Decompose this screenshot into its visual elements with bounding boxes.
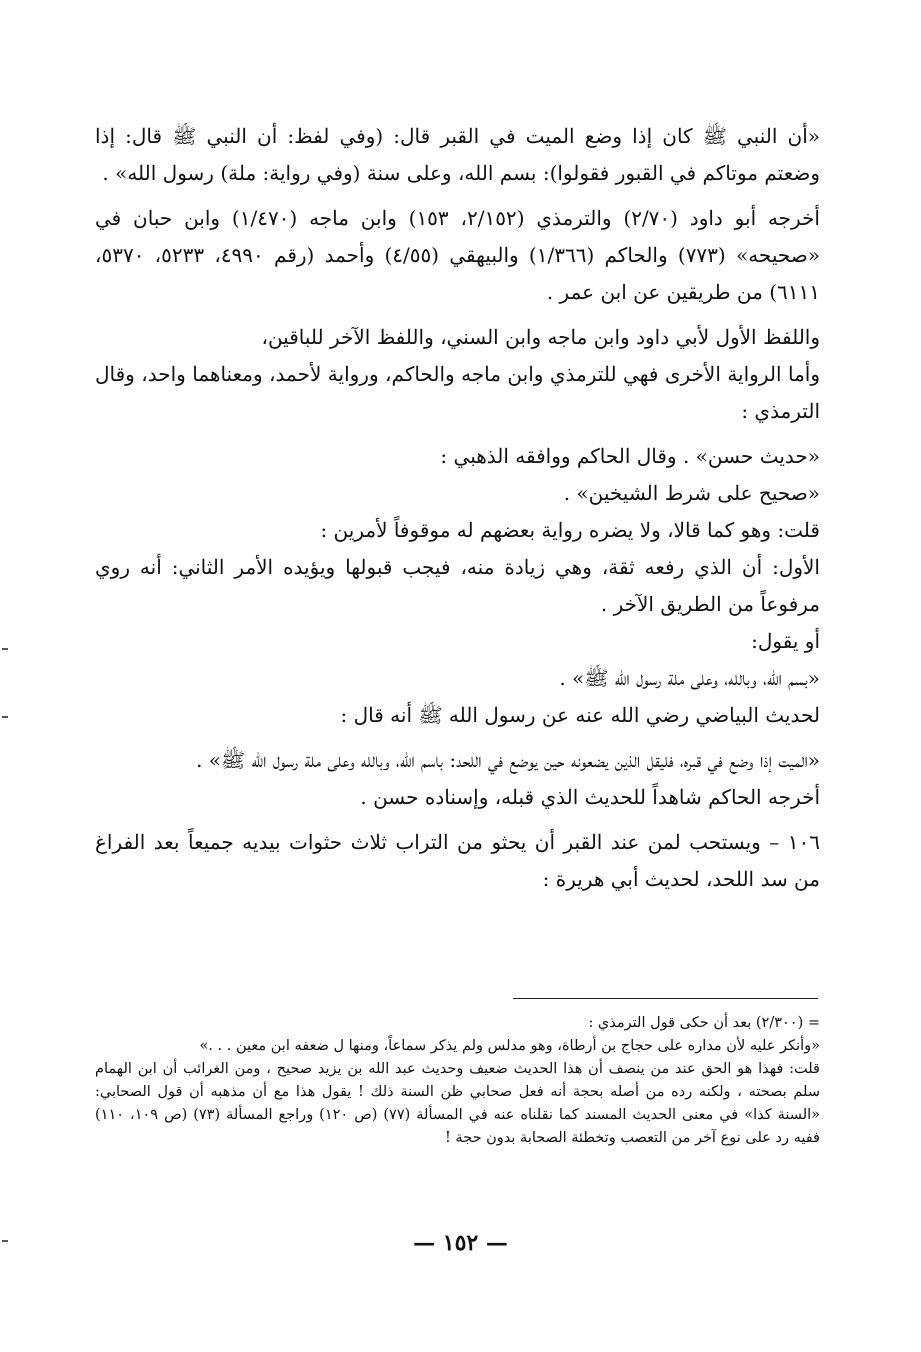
first-reason: الأول: أن الذي رفعه ثقة، وهي زيادة منه، فيجب قبولها ويؤيده الأمر الثاني: أنه روي مرفوعاً من الطريق الآخر .: [95, 555, 820, 616]
footnote-line: = (٢/٣٠٠) بعد أن حكى قول الترمذي :: [588, 1015, 820, 1031]
hakim-witness-note: أخرجه الحاكم شاهداً للحديث الذي قبله، وإسناده حسن .: [360, 785, 820, 809]
page-number: — ١٥٢ —: [413, 1230, 508, 1256]
hakim-grading: «صحيح على شرط الشيخين» .: [563, 481, 820, 505]
other-narration-note: وأما الرواية الأخرى فهي للترمذي وابن ماجه والحاكم، ورواية لأحمد، ومعناهما واحد، وقال الترمذي :: [95, 362, 820, 423]
footnotes: [95, 1012, 820, 1150]
footnote-line: قلت: فهذا هو الحق عند من ينصف أن هذا الحديث ضعيف وحديث عبد الله بن يزيد صحيح ، ومن الغرائب أن ابن الهمام سلم بصحته ، ولكنه رده من أصله بحجة أنه فعل صحابي ظن السنة ذلك ! يقول هذا مع أن مذهبه أن قول الصحابي: «السنة كذا» في معنى الحديث المسند كما نقلناه عنه في المسألة (٧٧) (ص ١٢٠) وراجع المسألة (٧٣) (ص ١٠٩، ١١٠) ففيه رد على نوع آخر من التعصب وتخطئة الصحابة بدون حجة !: [95, 1061, 821, 1146]
issue-106: ١٠٦ – ويستحب لمن عند القبر أن يحثو من التراب ثلاث حثوات بيديه جميعاً بعد الفراغ من سد اللحد، لحديث أبي هريرة :: [95, 830, 820, 891]
scan-edge-mark: [2, 648, 8, 650]
takhrij-paragraph: أخرجه أبو داود (٢/٧٠) والترمذي (٢/١٥٢، ١٥٣) وابن ماجه (١/٤٧٠) وابن حبان في «صحيحه» (٧٧٣) والحاكم (١/٣٦٦) والبيهقي (٤/٥٥) وأحمد (رقم ٤٩٩٠، ٥٢٣٣، ٥٣٧٠، ٦١١١) من طريقين عن ابن عمر .: [95, 206, 820, 304]
main-text: [95, 118, 820, 898]
alternative-saying: أو يقول:: [751, 629, 820, 653]
scan-edge-mark: [2, 1240, 8, 1242]
wording-note: واللفظ الأول لأبي داود وابن ماجه وابن السني، واللفظ الآخر للباقين،: [261, 325, 820, 349]
scan-edge-mark: [2, 716, 8, 718]
bayadi-hadith-intro: لحديث البياضي رضي الله عنه عن رسول الله ﷺ أنه قال :: [340, 703, 820, 727]
dua-quote: «بسم الله، وبالله، وعلى ملة رسول الله ﷺ» .: [559, 666, 820, 690]
bayadi-hadith-text: «الميت إذا وضع في قبره، فليقل الذين يضعونه حين يوضع في اللحد: باسم الله، وبالله وعلى ملة رسول الله ﷺ» .: [196, 748, 820, 772]
author-comment: قلت: وهو كما قالا، ولا يضره رواية بعضهم له موقوفاً لأمرين :: [320, 518, 820, 542]
footnote-line: «وأنكر عليه لأن مداره على حجاج بن أرطاة، وهو مدلس ولم يذكر سماعاً، ومنها ل ضعفه ابن معين . . .»: [199, 1038, 820, 1054]
tirmidhi-grading: «حديث حسن» . وقال الحاكم ووافقه الذهبي :: [440, 444, 820, 468]
footnote-separator: [513, 998, 818, 999]
hadith-quote: «أن النبي ﷺ كان إذا وضع الميت في القبر قال: (وفي لفظ: أن النبي ﷺ قال: إذا وضعتم موتاكم في القبور فقولوا): بسم الله، وعلى سنة (وفي رواية: ملة) رسول الله» .: [95, 124, 820, 185]
